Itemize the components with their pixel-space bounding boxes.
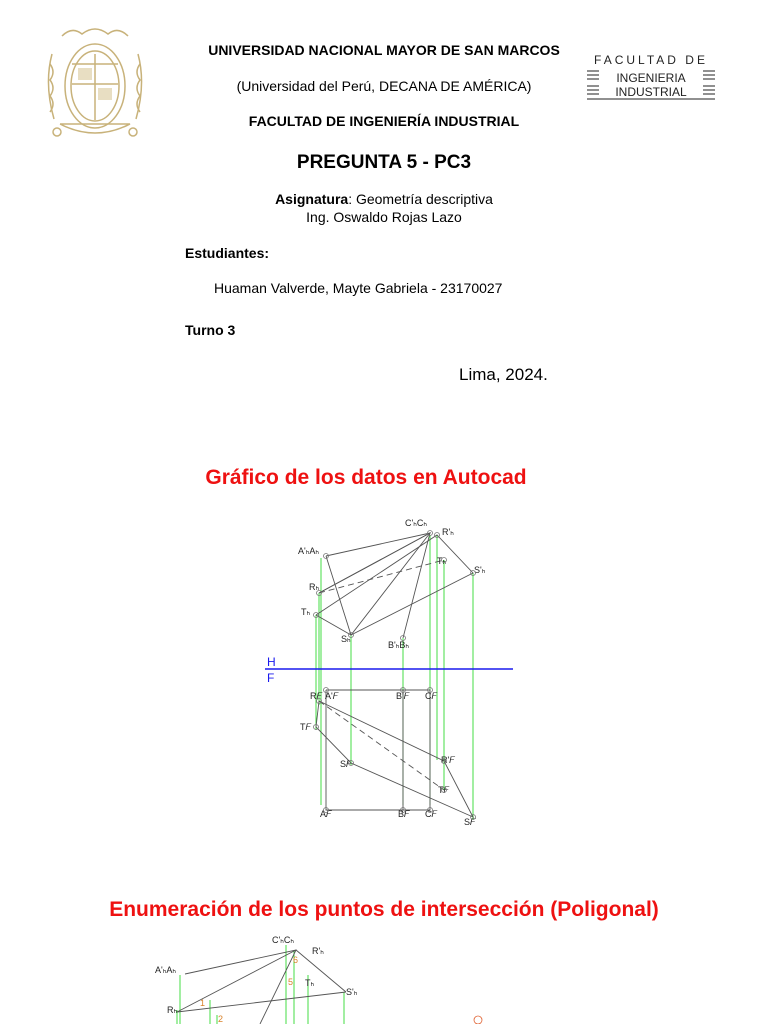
svg-text:Tₕ: Tₕ xyxy=(301,607,311,617)
turno-label: Turno 3 xyxy=(185,322,236,338)
svg-text:Tₕ: Tₕ xyxy=(437,556,447,566)
students-label: Estudiantes: xyxy=(185,245,270,261)
svg-text:C𝐹: C𝐹 xyxy=(425,691,437,701)
student-name: Huaman Valverde, Mayte Gabriela - 23170027 xyxy=(214,280,503,296)
svg-text:R'ₕ: R'ₕ xyxy=(312,946,324,956)
svg-text:B𝐹: B𝐹 xyxy=(398,809,410,819)
svg-text:Rₕ: Rₕ xyxy=(309,582,320,592)
autocad-section-title: Gráfico de los datos en Autocad xyxy=(205,466,527,489)
professor-name: Ing. Oswaldo Rojas Lazo xyxy=(306,209,462,225)
plane-label-h: H xyxy=(267,655,276,669)
university-subtitle: (Universidad del Perú, DECANA DE AMÉRICA) xyxy=(236,78,532,94)
svg-text:A'𝐹: A'𝐹 xyxy=(325,691,339,701)
svg-text:R'ₕ: R'ₕ xyxy=(442,527,454,537)
svg-text:T𝐹: T𝐹 xyxy=(438,785,449,795)
svg-text:A𝐹: A𝐹 xyxy=(320,809,332,819)
course-label: Asignatura xyxy=(275,191,349,207)
svg-text:S'ₕ: S'ₕ xyxy=(346,987,358,997)
projector-lines xyxy=(316,535,473,820)
svg-text:Tₕ: Tₕ xyxy=(305,978,315,988)
svg-text:A'ₕAₕ: A'ₕAₕ xyxy=(298,546,320,556)
plane-label-f: F xyxy=(267,671,275,685)
intersection-drawing xyxy=(150,930,510,1024)
svg-text:6: 6 xyxy=(293,955,299,965)
page-title: PREGUNTA 5 - PC3 xyxy=(296,152,472,173)
svg-text:S'ₕ: S'ₕ xyxy=(474,565,486,575)
svg-text:2: 2 xyxy=(218,1014,224,1024)
svg-text:R𝐹: R𝐹 xyxy=(310,691,322,701)
intersections-section-title: Enumeración de los puntos de intersección (Poligonal) xyxy=(109,898,659,921)
svg-text:S𝐹: S𝐹 xyxy=(464,817,476,827)
university-name: UNIVERSIDAD NACIONAL MAYOR DE SAN MARCOS xyxy=(208,42,560,58)
svg-text:T𝐹: T𝐹 xyxy=(300,722,311,732)
svg-text:B'𝐹: B'𝐹 xyxy=(396,691,410,701)
course-name: : Geometría descriptiva xyxy=(348,191,493,207)
svg-text:A'ₕAₕ: A'ₕAₕ xyxy=(155,965,177,975)
svg-text:C𝐹: C𝐹 xyxy=(425,809,437,819)
course-line xyxy=(186,191,582,207)
faculty-logo-line3: INDUSTRIAL xyxy=(615,85,687,99)
faculty-logo-line2: INGENIERIA xyxy=(616,71,686,85)
autocad-drawing xyxy=(250,505,530,845)
university-seal xyxy=(42,24,148,144)
svg-text:C'ₕCₕ: C'ₕCₕ xyxy=(272,935,294,945)
svg-text:Rₕ: Rₕ xyxy=(167,1005,178,1015)
svg-text:5: 5 xyxy=(288,977,294,987)
svg-text:R'𝐹: R'𝐹 xyxy=(441,755,455,765)
svg-text:Sₕ: Sₕ xyxy=(341,634,351,644)
faculty-logo xyxy=(585,52,717,104)
place-date: Lima, 2024. xyxy=(459,365,548,384)
faculty-logo-line1: FACULTAD DE xyxy=(594,53,708,67)
svg-text:B'ₕBₕ: B'ₕBₕ xyxy=(388,640,410,650)
svg-text:S𝐹: S𝐹 xyxy=(340,759,352,769)
svg-text:C'ₕCₕ: C'ₕCₕ xyxy=(405,518,427,528)
faculty-name: FACULTAD DE INGENIERÍA INDUSTRIAL xyxy=(248,113,520,129)
svg-text:1: 1 xyxy=(200,998,206,1008)
